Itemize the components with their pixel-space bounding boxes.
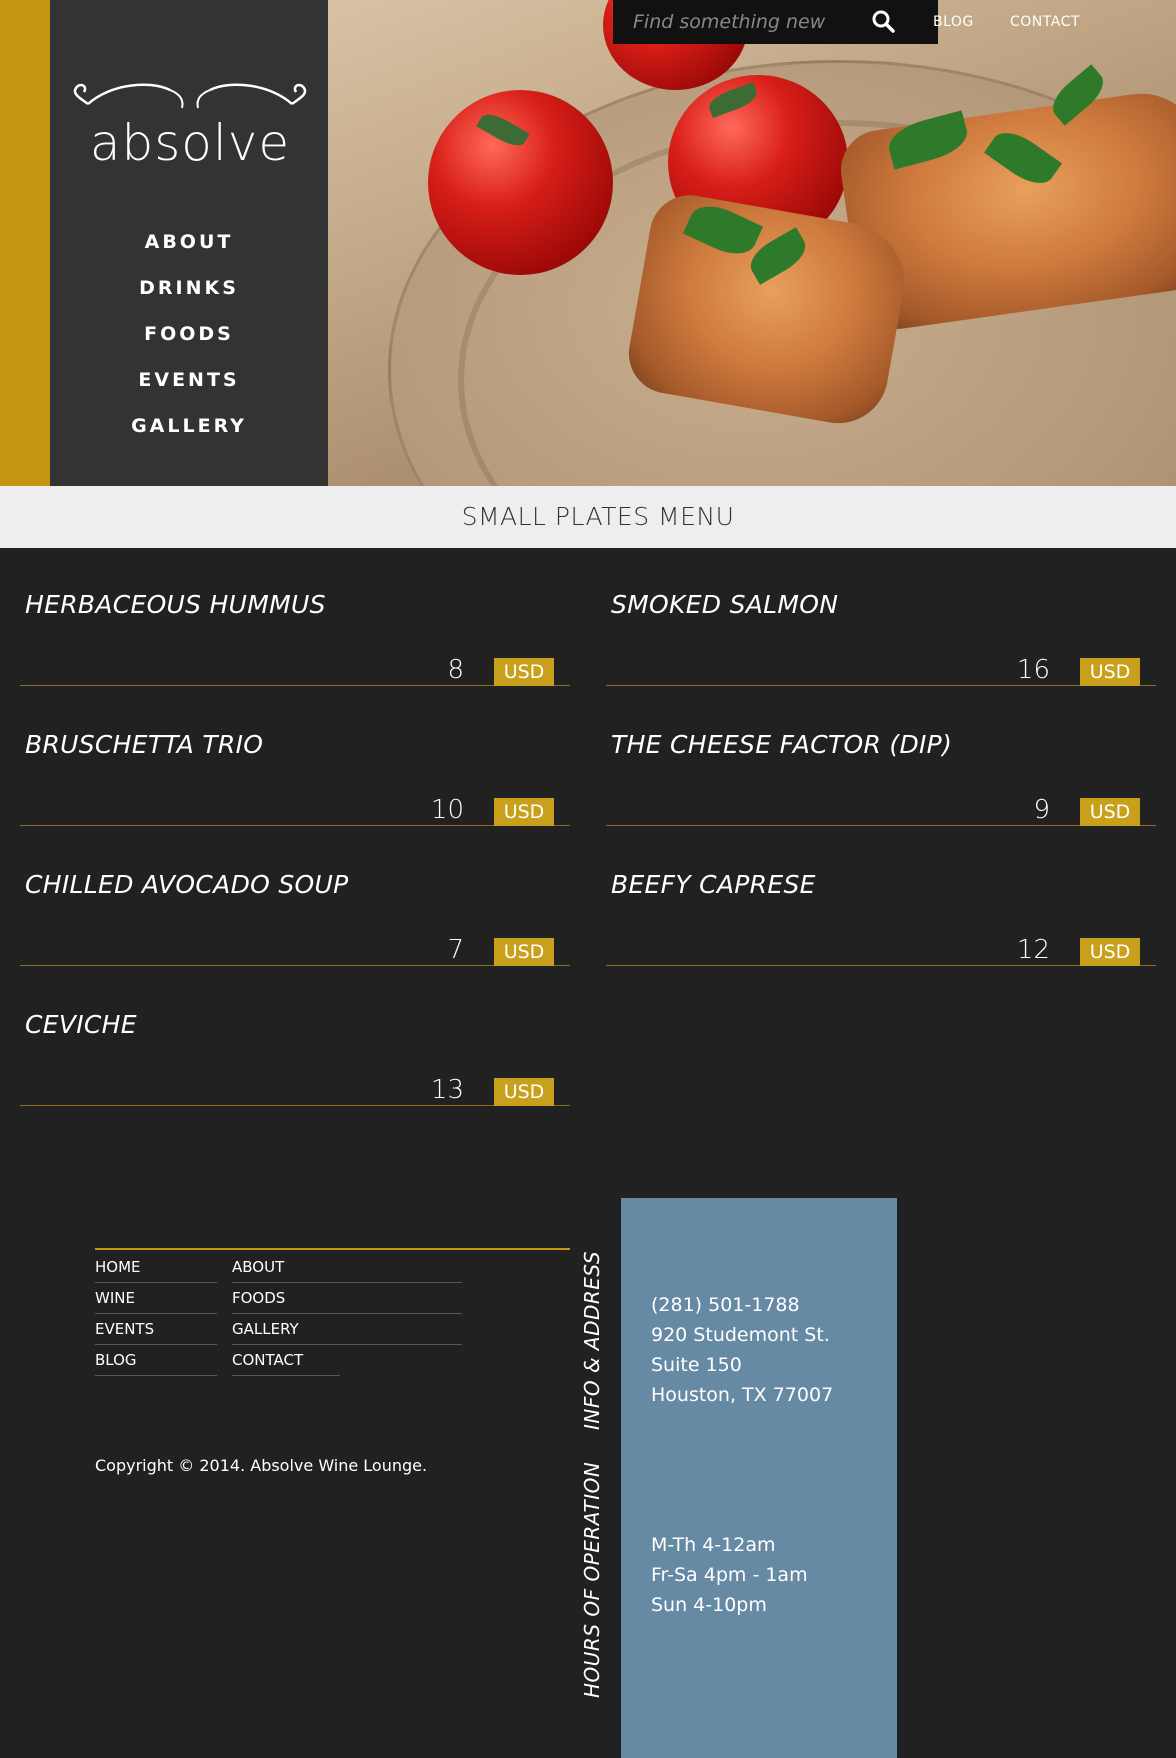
menu-item-name: BRUSCHETTA TRIO bbox=[25, 730, 264, 759]
address-line: 920 Studemont St. bbox=[651, 1324, 830, 1346]
footer-link-wine[interactable]: WINE bbox=[95, 1283, 217, 1314]
price-row bbox=[606, 792, 1156, 826]
footer-divider bbox=[95, 1248, 570, 1250]
search-icon[interactable] bbox=[870, 8, 898, 36]
hours-line: Fr-Sa 4pm - 1am bbox=[651, 1564, 808, 1586]
price-row bbox=[20, 932, 570, 966]
footer-link-events[interactable]: EVENTS bbox=[95, 1314, 217, 1345]
menu-item-price: 16 bbox=[1016, 655, 1050, 685]
menu-item-name: BEEFY CAPRESE bbox=[611, 870, 816, 899]
footer-link-foods[interactable]: FOODS bbox=[232, 1283, 462, 1314]
currency-badge: USD bbox=[494, 938, 554, 966]
site-header bbox=[0, 0, 1176, 486]
footer-link-gallery[interactable]: GALLERY bbox=[232, 1314, 462, 1345]
menu-item bbox=[606, 828, 1156, 968]
menu-item bbox=[606, 548, 1156, 688]
price-row bbox=[606, 652, 1156, 686]
hours-line: Sun 4-10pm bbox=[651, 1594, 767, 1616]
main-nav bbox=[50, 222, 328, 452]
menu-item-price: 12 bbox=[1016, 935, 1050, 965]
menu-item-name: THE CHEESE FACTOR (DIP) bbox=[611, 730, 953, 759]
price-row bbox=[606, 932, 1156, 966]
nav-item-gallery[interactable]: GALLERY bbox=[131, 415, 247, 437]
nav-item-drinks[interactable]: DRINKS bbox=[139, 277, 239, 299]
menu-item-price: 10 bbox=[430, 795, 464, 825]
logo-text: absolve bbox=[89, 114, 291, 172]
menu-item bbox=[20, 688, 570, 828]
footer-link-contact[interactable]: CONTACT bbox=[232, 1345, 340, 1376]
tomato-left bbox=[428, 90, 613, 275]
hero-image bbox=[328, 0, 1176, 486]
menu-item-price: 8 bbox=[447, 655, 464, 685]
address-block bbox=[651, 1290, 833, 1410]
footer-link-about[interactable]: ABOUT bbox=[232, 1252, 462, 1283]
section-title: SMALL PLATES MENU bbox=[461, 502, 735, 531]
hours-block bbox=[651, 1530, 808, 1620]
address-line: Suite 150 bbox=[651, 1354, 742, 1376]
price-row bbox=[20, 1072, 570, 1106]
nav-item-about[interactable]: ABOUT bbox=[144, 231, 234, 253]
hours-line: M-Th 4-12am bbox=[651, 1534, 776, 1556]
menu-item bbox=[606, 688, 1156, 828]
menu-item-price: 7 bbox=[447, 935, 464, 965]
hours-label: HOURS OF OPERATION bbox=[580, 1461, 604, 1698]
nav-item-events[interactable]: EVENTS bbox=[138, 369, 240, 391]
menu-list bbox=[0, 548, 1176, 1168]
currency-badge: USD bbox=[1080, 798, 1140, 826]
info-panel bbox=[621, 1198, 897, 1758]
sidebar bbox=[50, 0, 328, 486]
currency-badge: USD bbox=[494, 798, 554, 826]
menu-item-name: HERBACEOUS HUMMUS bbox=[25, 590, 326, 619]
menu-item-name: CHILLED AVOCADO SOUP bbox=[25, 870, 349, 899]
copyright: Copyright © 2014. Absolve Wine Lounge. bbox=[95, 1456, 428, 1475]
top-link-blog[interactable]: BLOG bbox=[933, 14, 974, 30]
section-header bbox=[0, 486, 1176, 548]
price-row bbox=[20, 652, 570, 686]
menu-item bbox=[20, 548, 570, 688]
address-line: Houston, TX 77007 bbox=[651, 1384, 834, 1406]
currency-badge: USD bbox=[1080, 658, 1140, 686]
menu-item-name: SMOKED SALMON bbox=[611, 590, 839, 619]
accent-strip bbox=[0, 0, 50, 486]
currency-badge: USD bbox=[494, 658, 554, 686]
footer-link-home[interactable]: HOME bbox=[95, 1252, 217, 1283]
menu-item bbox=[20, 828, 570, 968]
price-row bbox=[20, 792, 570, 826]
top-link-contact[interactable]: CONTACT bbox=[1010, 14, 1080, 30]
phone-number[interactable]: (281) 501-1788 bbox=[651, 1294, 800, 1316]
menu-item-price: 13 bbox=[430, 1075, 464, 1105]
menu-item-name: CEVICHE bbox=[25, 1010, 137, 1039]
logo[interactable] bbox=[70, 78, 310, 178]
footer-link-blog[interactable]: BLOG bbox=[95, 1345, 217, 1376]
currency-badge: USD bbox=[494, 1078, 554, 1106]
menu-item-price: 9 bbox=[1033, 795, 1050, 825]
currency-badge: USD bbox=[1080, 938, 1140, 966]
search-input[interactable] bbox=[613, 0, 883, 44]
info-address-label: INFO & ADDRESS bbox=[580, 1250, 604, 1430]
nav-item-foods[interactable]: FOODS bbox=[144, 323, 234, 345]
menu-item bbox=[20, 968, 570, 1108]
